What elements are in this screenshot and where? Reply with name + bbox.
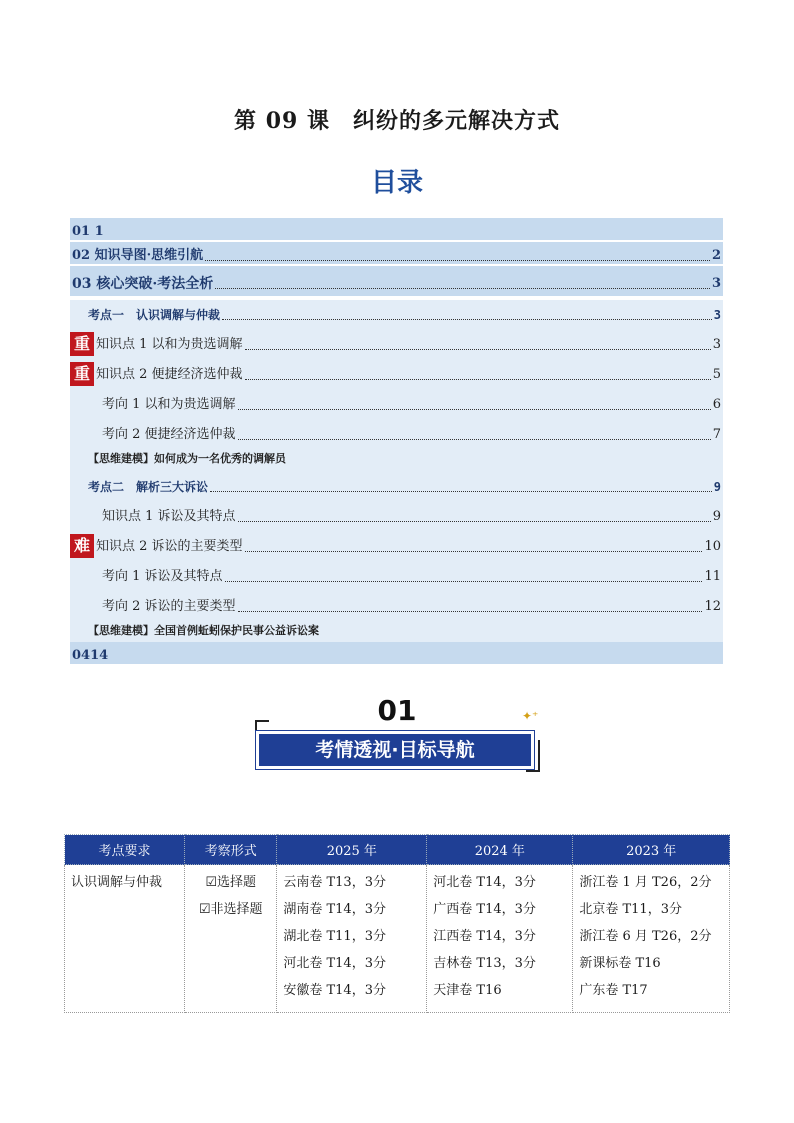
cell-text: 天津卷 T16 — [433, 983, 502, 998]
toc-entry-01[interactable] — [70, 218, 723, 240]
toc-entry-knowledge-1[interactable] — [70, 328, 723, 358]
cell-text: 河北卷 T14，3分 — [283, 956, 386, 971]
toc-label: 0414 — [72, 648, 109, 663]
toc-label: 【思维建模】如何成为一名优秀的调解员 — [88, 452, 286, 465]
cell-text: 安徽卷 T14，3分 — [283, 983, 386, 998]
leader-dots — [225, 580, 703, 582]
column-header: 2025 年 — [277, 835, 427, 865]
cell-text: 河北卷 T14，3分 — [433, 875, 536, 890]
toc-page: 2 — [711, 248, 721, 263]
leader-dots — [245, 348, 711, 350]
key-point-badge: 重 — [70, 362, 94, 386]
leader-dots — [245, 550, 703, 552]
toc-page: 3 — [712, 337, 721, 352]
cell-text: 云南卷 T13，3分 — [283, 875, 386, 890]
toc-page: 11 — [704, 569, 721, 584]
toc-page: 3 — [713, 308, 721, 322]
lesson-title: 第 09 课 纠纷的多元解决方式 — [234, 108, 560, 134]
section-number: 01 — [377, 694, 417, 727]
toc-label: 考向 1 以和为贵选调解 — [102, 397, 236, 412]
exam-analysis-table — [64, 834, 730, 1013]
toc-entry-kaoxiang-1[interactable] — [70, 388, 723, 418]
leader-dots — [238, 408, 711, 410]
table-header-row — [65, 835, 730, 865]
toc-label: 考向 1 诉讼及其特点 — [102, 569, 223, 584]
toc-entry-knowledge-4[interactable] — [70, 530, 723, 560]
toc-entry-thinking-model-2[interactable] — [70, 620, 723, 642]
toc-entry-03[interactable] — [70, 266, 723, 296]
leader-dots — [238, 610, 703, 612]
leader-dots — [238, 520, 711, 522]
column-header: 2023 年 — [573, 835, 730, 865]
toc-label: 考向 2 诉讼的主要类型 — [102, 599, 236, 614]
column-header: 考点要求 — [65, 835, 185, 865]
toc-entry-04[interactable] — [70, 642, 723, 664]
cell-text: 北京卷 T11，3分 — [579, 902, 682, 917]
toc-page: 10 — [704, 539, 721, 554]
toc-page: 9 — [712, 509, 721, 524]
toc-label: 考向 2 便捷经济选仲裁 — [102, 427, 236, 442]
year-2023-cell — [573, 865, 730, 1013]
cell-text: 浙江卷 6 月 T26，2分 — [579, 929, 712, 944]
sparkle-icon: ✦⁺ — [522, 709, 539, 723]
table-row — [65, 865, 730, 1013]
toc-entry-knowledge-2[interactable] — [70, 358, 723, 388]
cell-text: 广西卷 T14，3分 — [433, 902, 536, 917]
toc-heading: 目录 — [370, 168, 423, 198]
cell-text: 新课标卷 T16 — [579, 956, 661, 971]
table-of-contents — [70, 218, 723, 666]
toc-label: 01 1 — [72, 224, 104, 239]
year-2025-cell — [277, 865, 427, 1013]
toc-label: 知识点 1 诉讼及其特点 — [102, 509, 236, 524]
cell-text: 湖北卷 T11，3分 — [283, 929, 386, 944]
toc-entry-knowledge-3[interactable] — [70, 500, 723, 530]
form-cell — [185, 865, 277, 1013]
year-2024-cell — [427, 865, 573, 1013]
leader-dots — [222, 318, 712, 320]
column-header: 考察形式 — [185, 835, 277, 865]
leader-dots — [245, 378, 711, 380]
toc-entry-kaoxiang-2[interactable] — [70, 418, 723, 448]
toc-page: 5 — [712, 367, 721, 382]
toc-label: 知识点 2 便捷经济选仲裁 — [96, 367, 243, 382]
toc-page: 3 — [711, 276, 721, 291]
checkbox-item: ☑非选择题 — [198, 902, 263, 917]
toc-entry-02[interactable] — [70, 242, 723, 264]
toc-page: 12 — [704, 599, 721, 614]
toc-entry-thinking-model-1[interactable] — [70, 448, 723, 470]
toc-label: 03 核心突破·考法全析 — [72, 276, 214, 292]
leader-dots — [205, 259, 710, 261]
leader-dots — [238, 438, 711, 440]
cell-text: 吉林卷 T13，3分 — [433, 956, 536, 971]
toc-label: 考点一 认识调解与仲裁 — [88, 308, 221, 322]
leader-dots — [215, 287, 710, 289]
toc-label: 02 知识导图·思维引航 — [72, 248, 204, 263]
cell-text: 浙江卷 1 月 T26，2分 — [579, 875, 712, 890]
section-banner: 考情透视·目标导航 — [259, 734, 531, 766]
toc-label: 考点二 解析三大诉讼 — [88, 480, 209, 494]
toc-entry-kaoxiang-4[interactable] — [70, 590, 723, 620]
toc-label: 【思维建模】全国首例蚯蚓保护民事公益诉讼案 — [88, 624, 319, 637]
cell-text: 江西卷 T14，3分 — [433, 929, 536, 944]
requirement-cell — [65, 865, 185, 1013]
toc-label: 知识点 2 诉讼的主要类型 — [96, 539, 243, 554]
column-header: 2024 年 — [427, 835, 573, 865]
cell-text: 湖南卷 T14，3分 — [283, 902, 386, 917]
toc-entry-kaodian-1[interactable] — [70, 300, 723, 328]
toc-entry-kaodian-2[interactable] — [70, 470, 723, 500]
difficult-point-badge: 难 — [70, 534, 94, 558]
toc-page: 7 — [712, 427, 721, 442]
toc-page: 9 — [713, 480, 721, 494]
leader-dots — [210, 490, 712, 492]
toc-page: 6 — [712, 397, 721, 412]
cell-text: 认识调解与仲裁 — [71, 875, 163, 890]
cell-text: 广东卷 T17 — [579, 983, 648, 998]
toc-entry-kaoxiang-3[interactable] — [70, 560, 723, 590]
key-point-badge: 重 — [70, 332, 94, 356]
toc-label: 知识点 1 以和为贵选调解 — [96, 337, 243, 352]
checkbox-item: ☑选择题 — [205, 875, 257, 890]
